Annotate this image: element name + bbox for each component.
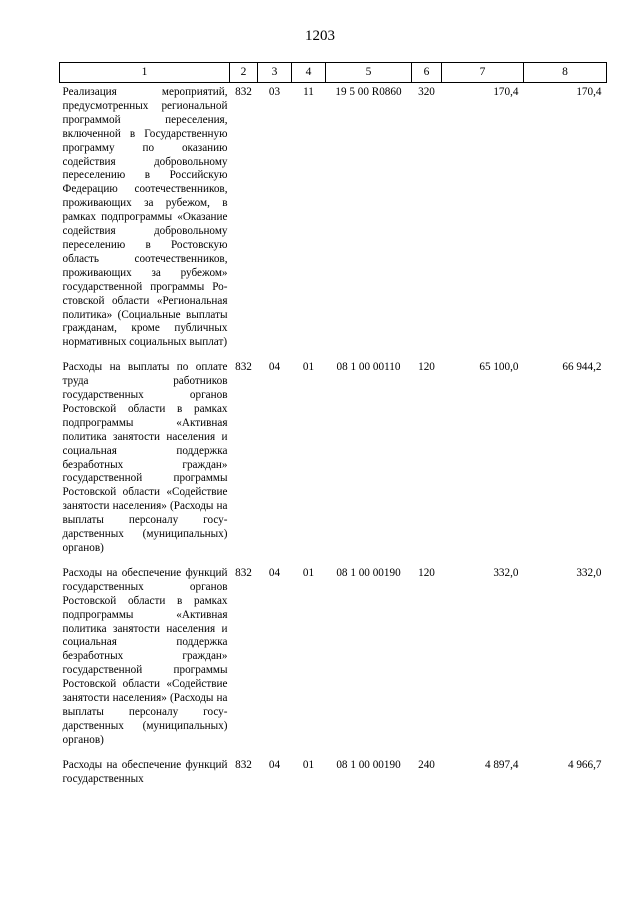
expense-type-code: 120: [418, 361, 435, 374]
row-description: Расходы на обеспечение функций государственных: [62, 758, 228, 785]
ministry-code: 832: [235, 361, 252, 374]
amount-column-8: 4 966,7: [567, 758, 602, 771]
column-header: 8: [524, 63, 607, 83]
section-code: 04: [268, 361, 281, 374]
row-description: Расходы на обеспечение функций государственных органов Ростовской области в рамках подпрограммы «Активная политика занятости населения и социальная поддержка безработных граждан» государственной программы Ростовской области «Содействие занятости населения» (Расходы на выплаты персоналу государственных (муниципальных) органов): [62, 566, 228, 746]
section-code: 04: [268, 566, 281, 579]
subsection-code: 11: [303, 86, 314, 98]
subsection-code: 01: [302, 361, 315, 374]
ministry-code: 832: [235, 566, 252, 579]
table-row: [60, 756, 607, 787]
amount-column-8: 66 944,2: [562, 361, 602, 374]
expense-type-code: 240: [418, 758, 435, 771]
section-code: 03: [268, 86, 281, 98]
amount-column-7: 332,0: [493, 566, 519, 579]
row-description: Реализация мероприятий, предусмотренных региональной программой переселения, включенной в Государственную программу по оказанию содействия добровольному переселению в Российскую Федерацию соотечественников, проживающих за рубежом, в рамках подпрограммы «Оказание содействия добровольному переселению в Ростовскую область соотечественников, проживающих за рубежом» государственной программы Ростовской области «Региональная политика» (Социальные выплаты гражданам, кроме публичных нормативных социальных выплат): [62, 86, 228, 349]
ministry-code: 832: [235, 86, 252, 98]
column-header: 4: [292, 63, 326, 83]
column-header: 7: [442, 63, 524, 83]
subsection-code: 01: [302, 758, 315, 771]
column-header: 3: [258, 63, 292, 83]
row-description: Расходы на выплаты по оплате труда работников государственных органов Ростовской области в рамках подпрограммы «Активная политика занятости населения и социальная поддержка безработных граждан» государственной программы Ростовской области «Содействие занятости населения» (Расходы на выплаты персоналу государственных (муниципальных) органов): [62, 361, 228, 554]
target-article-code: 08 1 00 00190: [336, 566, 401, 579]
column-header: 5: [326, 63, 412, 83]
table-row: [60, 83, 607, 359]
column-header: 6: [412, 63, 442, 83]
table-row: [60, 358, 607, 564]
amount-column-8: 332,0: [576, 566, 602, 579]
column-header: 1: [60, 63, 230, 83]
table-header-row: [60, 63, 607, 83]
table-row: [60, 564, 607, 756]
ministry-code: 832: [235, 758, 252, 771]
section-code: 04: [268, 758, 281, 771]
target-article-code: 08 1 00 00190: [336, 758, 401, 771]
expense-type-code: 120: [418, 566, 435, 579]
amount-column-7: 65 100,0: [479, 361, 519, 374]
target-article-code: 19 5 00 R0860: [335, 86, 402, 98]
target-article-code: 08 1 00 00110: [336, 361, 401, 374]
subsection-code: 01: [302, 566, 315, 579]
amount-column-8: 170,4: [576, 86, 602, 98]
expense-type-code: 320: [418, 86, 435, 98]
column-header: 2: [230, 63, 258, 83]
amount-column-7: 170,4: [493, 86, 519, 98]
amount-column-7: 4 897,4: [484, 758, 519, 771]
page-number: 1203: [305, 28, 335, 44]
budget-table: [59, 62, 607, 787]
